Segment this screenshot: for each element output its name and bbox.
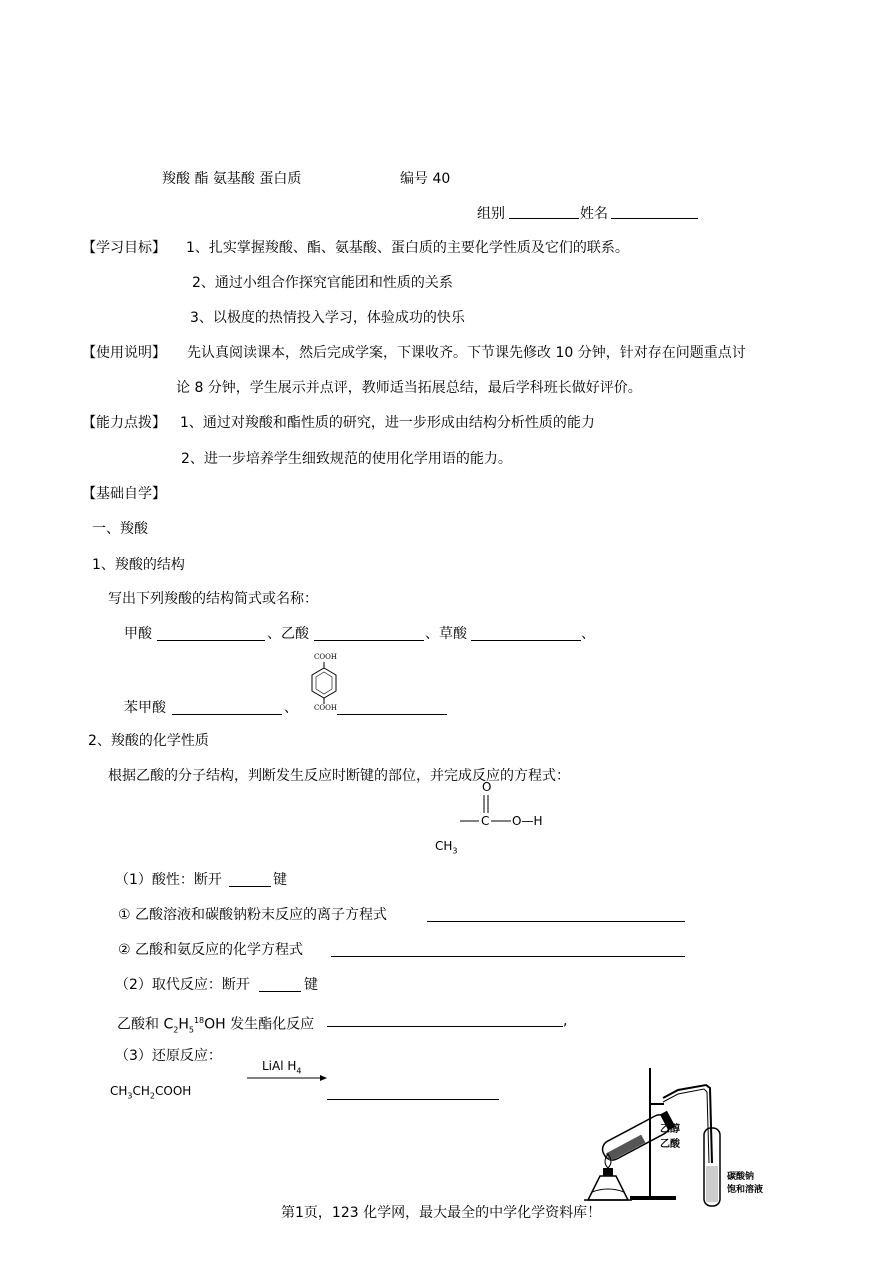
reduction-label: （3）还原反应：	[115, 1048, 222, 1064]
objective-item: 3、以极度的热情投入学习，体验成功的快乐	[190, 310, 465, 326]
acidity-blank[interactable]	[229, 886, 271, 887]
answer-1-blank[interactable]	[427, 921, 685, 922]
page-title: 羧酸 酯 氨基酸 蛋白质	[162, 171, 302, 187]
benzene-ring-icon	[310, 662, 340, 706]
benzoic-blank[interactable]	[172, 714, 282, 715]
name-blank[interactable]	[611, 218, 698, 219]
cooh-bottom: COOH	[314, 704, 337, 712]
struct-oxygen: O	[482, 780, 492, 794]
objective-item: 1、扎实掌握羧酸、酯、氨基酸、蛋白质的主要化学性质及它们的联系。	[186, 240, 629, 256]
usage-line: 论 8 分钟，学生展示并点评，教师适当拓展总结，最后学科班长做好评价。	[176, 380, 642, 396]
substitution-blank[interactable]	[259, 991, 301, 992]
section-heading: 一、羧酸	[92, 521, 148, 537]
objective-item: 2、通过小组合作探究官能团和性质的关系	[192, 275, 453, 291]
question-2: ② 乙酸和氨反应的化学方程式	[118, 942, 304, 958]
terephthalic-blank[interactable]	[337, 714, 447, 715]
acidity-bond: 键	[273, 872, 287, 888]
objectives-label: 【学习目标】	[82, 240, 166, 256]
name-label: 姓名	[580, 206, 608, 222]
esterification-comma: ,	[563, 1013, 568, 1029]
substitution-bond: 键	[304, 977, 318, 993]
acid-oxalic-label: 、草酸	[425, 626, 467, 642]
subsection-heading: 1、羧酸的结构	[92, 557, 185, 573]
apparatus-label-acid: 乙酸	[660, 1139, 680, 1150]
group-blank[interactable]	[509, 218, 579, 219]
acid-formic-blank[interactable]	[157, 640, 265, 641]
acid-oxalic-blank[interactable]	[471, 640, 581, 641]
apparatus-label-ethanol: 乙醇	[660, 1124, 680, 1135]
cooh-top: COOH	[314, 653, 337, 661]
acid-formic-label: 甲酸	[124, 626, 152, 642]
page-footer: 第1页，123 化学网，最大最全的中学化学资料库！	[281, 1205, 602, 1221]
ability-item: 2、进一步培养学生细致规范的使用化学用语的能力。	[181, 451, 512, 467]
acid-acetic-label: 、乙酸	[267, 626, 309, 642]
subsection-heading: 2、羧酸的化学性质	[88, 733, 209, 749]
benzoic-sep: 、	[284, 700, 298, 716]
reagent-label: LiAl $H_4$	[262, 1059, 302, 1076]
esterification-blank[interactable]	[327, 1026, 563, 1027]
acid-acetic-blank[interactable]	[314, 640, 424, 641]
reaction-arrow-icon	[247, 1073, 329, 1083]
question-1: ① 乙酸溶液和碳酸钠粉末反应的离子方程式	[118, 907, 387, 923]
answer-2-blank[interactable]	[331, 956, 685, 957]
acid-sep: 、	[581, 626, 595, 642]
instruction: 写出下列羧酸的结构简式或名称：	[108, 591, 318, 607]
struct-carbon: C	[481, 814, 490, 828]
apparatus-label-solution1: 碳酸钠	[727, 1172, 755, 1182]
bond-right-icon	[491, 820, 513, 824]
apparatus-label-solution2: 饱和溶液	[727, 1185, 764, 1195]
benzoic-label: 苯甲酸	[124, 700, 166, 716]
doc-code: 编号 40	[400, 171, 451, 187]
instruction: 根据乙酸的分子结构，判断发生反应时断键的部位，并完成反应的方程式：	[108, 768, 570, 784]
acidity-label: （1）酸性：断开	[115, 872, 222, 888]
bond-left-icon	[460, 820, 480, 824]
ability-label: 【能力点拨】	[82, 415, 166, 431]
ability-item: 1、通过对羧酸和酯性质的研究，进一步形成由结构分析性质的能力	[180, 415, 595, 431]
reduction-product-blank[interactable]	[327, 1099, 499, 1100]
esterification-text: 乙酸和 $C_2H_5^{18}OH$ 发生酯化反应	[117, 1016, 315, 1035]
substitution-label: （2）取代反应：断开	[115, 977, 250, 993]
reactant-formula: $CH_3CH_2COOH$	[110, 1084, 192, 1101]
struct-methyl: $CH_3$	[435, 839, 458, 856]
group-label: 组别	[477, 206, 505, 222]
struct-hydroxyl: O—H	[512, 814, 543, 828]
usage-line: 先认真阅读课本，然后完成学案，下课收齐。下节课先修改 10 分钟，针对存在问题重点讨	[187, 345, 746, 361]
usage-label: 【使用说明】	[82, 345, 166, 361]
basic-label: 【基础自学】	[82, 486, 166, 502]
